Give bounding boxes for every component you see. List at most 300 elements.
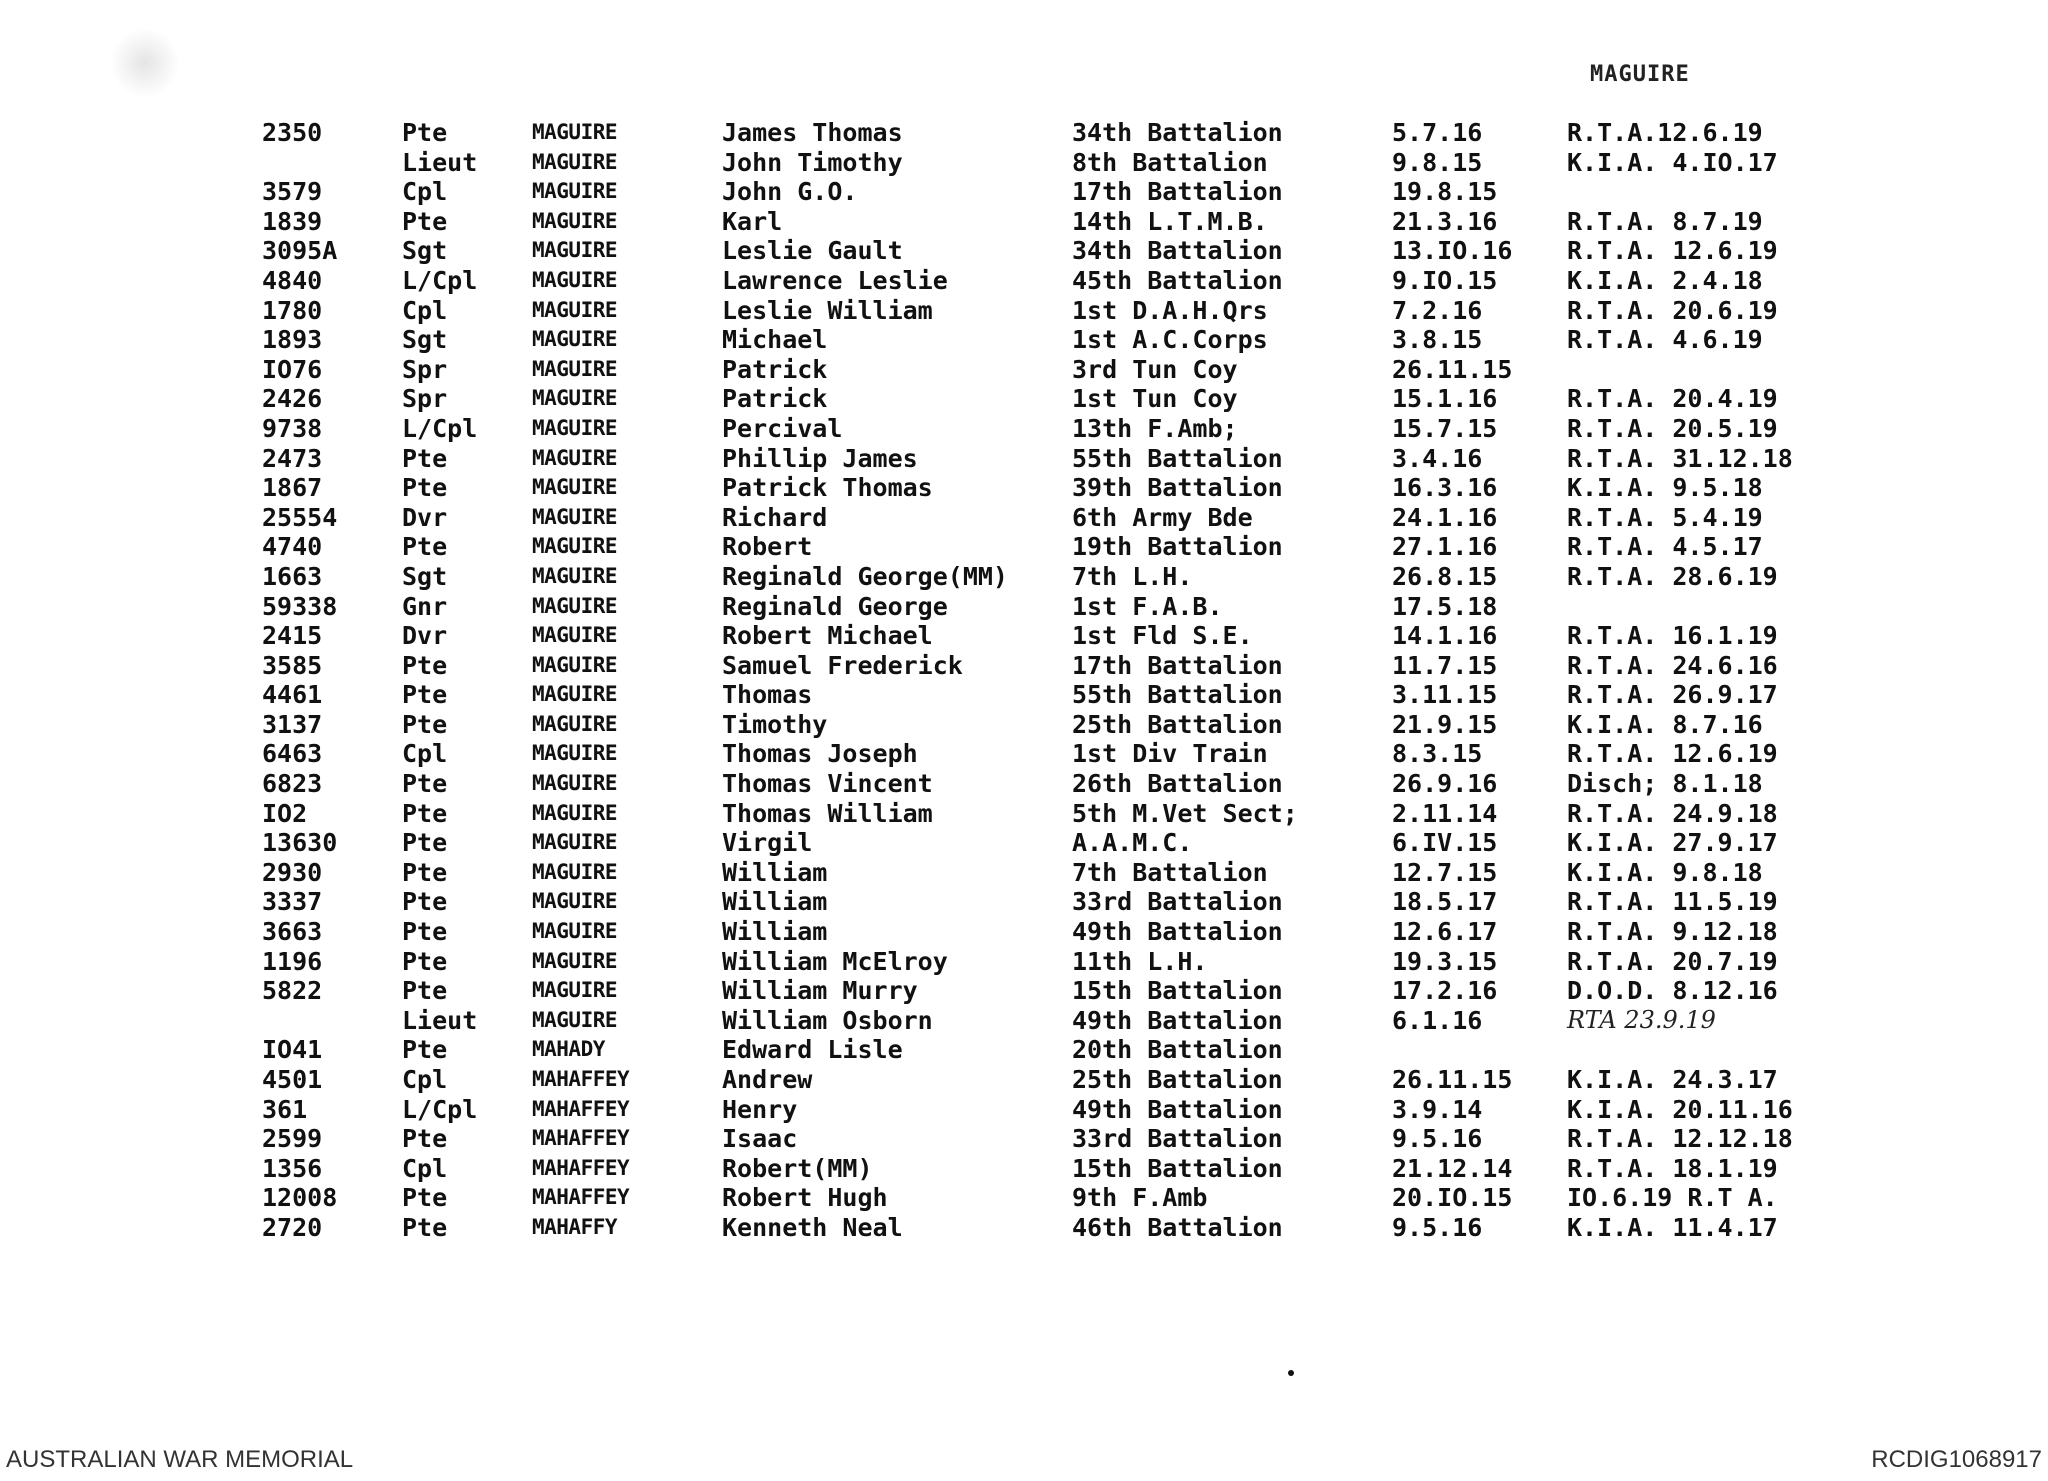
rank: Pte: [402, 1035, 448, 1065]
surname: MAGUIRE: [532, 327, 618, 352]
service-number: 3663: [262, 917, 323, 947]
rank: Pte: [402, 473, 448, 503]
enlistment-date: 2.11.14: [1392, 798, 1498, 828]
fate: K.I.A. 2.4.18: [1567, 265, 1763, 295]
unit: 13th F.Amb;: [1072, 413, 1238, 443]
given-names: Robert(MM): [722, 1153, 873, 1183]
fate: R.T.A. 16.1.19: [1567, 621, 1778, 651]
given-names: Timothy: [722, 709, 828, 739]
paper-smudge: [110, 28, 180, 98]
unit: 33rd Battalion: [1072, 1124, 1283, 1154]
given-names: Virgil: [722, 828, 813, 858]
rank: Dvr: [402, 502, 448, 532]
roll-row: [262, 769, 1882, 799]
given-names: Patrick: [722, 354, 828, 384]
unit: 1st F.A.B.: [1072, 591, 1223, 621]
given-names: Karl: [722, 206, 783, 236]
surname: MAHAFFEY: [532, 1155, 630, 1180]
fate: R.T.A. 24.9.18: [1567, 798, 1778, 828]
given-names: John Timothy: [722, 147, 903, 177]
unit: 6th Army Bde: [1072, 502, 1253, 532]
fate: R.T.A. 12.6.19: [1567, 236, 1778, 266]
service-number: 25554: [262, 502, 338, 532]
rank: Pte: [402, 532, 448, 562]
rank: Pte: [402, 946, 448, 976]
rank: Pte: [402, 828, 448, 858]
enlistment-date: 21.9.15: [1392, 709, 1498, 739]
roll-row: [262, 947, 1882, 977]
enlistment-date: 3.11.15: [1392, 680, 1498, 710]
fate: R.T.A. 4.5.17: [1567, 532, 1763, 562]
fate: R.T.A. 31.12.18: [1567, 443, 1793, 473]
rank: Cpl: [402, 739, 448, 769]
fate: K.I.A. 11.4.17: [1567, 1212, 1778, 1242]
enlistment-date: 15.1.16: [1392, 384, 1498, 414]
service-number: 3579: [262, 177, 323, 207]
ink-speck: [1288, 1370, 1294, 1376]
enlistment-date: 19.8.15: [1392, 177, 1498, 207]
surname: MAGUIRE: [532, 919, 618, 944]
unit: 17th Battalion: [1072, 177, 1283, 207]
service-number: 4840: [262, 265, 323, 295]
roll-row: [262, 355, 1882, 385]
service-number: 5822: [262, 976, 323, 1006]
fate: R.T.A. 20.4.19: [1567, 384, 1778, 414]
rank: Gnr: [402, 591, 448, 621]
rank: Pte: [402, 1212, 448, 1242]
surname: MAGUIRE: [532, 504, 618, 529]
surname: MAGUIRE: [532, 741, 618, 766]
given-names: William: [722, 917, 828, 947]
unit: 1st Fld S.E.: [1072, 621, 1253, 651]
enlistment-date: 14.1.16: [1392, 621, 1498, 651]
service-number: 361: [262, 1094, 308, 1124]
rank: Pte: [402, 976, 448, 1006]
service-number: 4501: [262, 1065, 323, 1094]
unit: 19th Battalion: [1072, 532, 1283, 562]
surname: MAGUIRE: [532, 682, 618, 707]
surname: MAGUIRE: [532, 889, 618, 914]
enlistment-date: 3.8.15: [1392, 325, 1483, 355]
fate: R.T.A. 9.12.18: [1567, 917, 1778, 947]
enlistment-date: 6.1.16: [1392, 1005, 1483, 1035]
roll-row: [262, 621, 1882, 651]
unit: 17th Battalion: [1072, 650, 1283, 680]
given-names: Percival: [722, 413, 843, 443]
surname: MAGUIRE: [532, 593, 618, 618]
roll-row: [262, 592, 1882, 622]
enlistment-date: 5.7.16: [1392, 118, 1483, 147]
given-names: Andrew: [722, 1065, 813, 1094]
surname: MAGUIRE: [532, 386, 618, 411]
surname: MAHADY: [532, 1037, 605, 1062]
unit: 55th Battalion: [1072, 443, 1283, 473]
service-number: 4740: [262, 532, 323, 562]
unit: 25th Battalion: [1072, 1065, 1283, 1094]
fate: R.T.A. 8.7.19: [1567, 206, 1763, 236]
unit: 34th Battalion: [1072, 236, 1283, 266]
service-number: 13630: [262, 828, 338, 858]
enlistment-date: 20.IO.15: [1392, 1183, 1513, 1213]
service-number: IO76: [262, 354, 323, 384]
roll-row: [262, 444, 1882, 474]
rank: Pte: [402, 118, 448, 147]
footer-record-id: RCDIG1068917: [1871, 1446, 2042, 1473]
service-number: IO41: [262, 1035, 323, 1065]
fate: R.T.A.12.6.19: [1567, 118, 1763, 147]
given-names: William McElroy: [722, 946, 948, 976]
given-names: William: [722, 857, 828, 887]
given-names: Thomas William: [722, 798, 933, 828]
enlistment-date: 17.2.16: [1392, 976, 1498, 1006]
roll-row: [262, 532, 1882, 562]
roll-row: [262, 976, 1882, 1006]
fate: IO.6.19 R.T A.: [1567, 1183, 1778, 1213]
given-names: Edward Lisle: [722, 1035, 903, 1065]
fate: K.I.A. 4.IO.17: [1567, 147, 1778, 177]
fate: K.I.A. 9.8.18: [1567, 857, 1763, 887]
unit: 45th Battalion: [1072, 265, 1283, 295]
rank: Sgt: [402, 325, 448, 355]
given-names: Kenneth Neal: [722, 1212, 903, 1242]
service-number: IO2: [262, 798, 308, 828]
service-number: 1663: [262, 561, 323, 591]
rank: Pte: [402, 709, 448, 739]
given-names: Reginald George: [722, 591, 948, 621]
surname: MAGUIRE: [532, 563, 618, 588]
service-number: 6823: [262, 769, 323, 799]
service-number: 59338: [262, 591, 338, 621]
unit: 14th L.T.M.B.: [1072, 206, 1268, 236]
rank: Pte: [402, 857, 448, 887]
enlistment-date: 8.3.15: [1392, 739, 1483, 769]
fate: R.T.A. 18.1.19: [1567, 1153, 1778, 1183]
roll-row: [262, 473, 1882, 503]
fate: R.T.A. 11.5.19: [1567, 887, 1778, 917]
unit: 15th Battalion: [1072, 1153, 1283, 1183]
enlistment-date: 6.IV.15: [1392, 828, 1498, 858]
surname: MAGUIRE: [532, 830, 618, 855]
given-names: Thomas: [722, 680, 813, 710]
roll-row: [262, 1154, 1882, 1184]
unit: 7th L.H.: [1072, 561, 1193, 591]
fate: R.T.A. 20.7.19: [1567, 946, 1778, 976]
enlistment-date: 21.3.16: [1392, 206, 1498, 236]
fate: R.T.A. 12.12.18: [1567, 1124, 1793, 1154]
surname: MAGUIRE: [532, 771, 618, 796]
service-number: 3337: [262, 887, 323, 917]
enlistment-date: 9.5.16: [1392, 1124, 1483, 1154]
unit: 55th Battalion: [1072, 680, 1283, 710]
surname: MAGUIRE: [532, 208, 618, 233]
fate: R.T.A. 26.9.17: [1567, 680, 1778, 710]
fate: RTA 23.9.19: [1567, 1005, 1716, 1034]
roll-row: [262, 325, 1882, 355]
rank: Pte: [402, 798, 448, 828]
surname: MAGUIRE: [532, 179, 618, 204]
surname: MAGUIRE: [532, 149, 618, 174]
enlistment-date: 26.8.15: [1392, 561, 1498, 591]
surname: MAGUIRE: [532, 623, 618, 648]
unit: 15th Battalion: [1072, 976, 1283, 1006]
service-number: 2599: [262, 1124, 323, 1154]
fate: R.T.A. 24.6.16: [1567, 650, 1778, 680]
roll-row: [262, 236, 1882, 266]
surname: MAGUIRE: [532, 475, 618, 500]
given-names: Henry: [722, 1094, 798, 1124]
enlistment-date: 16.3.16: [1392, 473, 1498, 503]
roll-row: [262, 207, 1882, 237]
unit: 26th Battalion: [1072, 769, 1283, 799]
fate: R.T.A. 4.6.19: [1567, 325, 1763, 355]
rank: Cpl: [402, 1153, 448, 1183]
service-number: 1780: [262, 295, 323, 325]
given-names: Leslie Gault: [722, 236, 903, 266]
rank: Lieut: [402, 147, 478, 177]
given-names: Phillip James: [722, 443, 918, 473]
rank: Sgt: [402, 236, 448, 266]
unit: 7th Battalion: [1072, 857, 1268, 887]
surname: MAGUIRE: [532, 415, 618, 440]
given-names: Patrick: [722, 384, 828, 414]
enlistment-date: 26.9.16: [1392, 769, 1498, 799]
unit: 5th M.Vet Sect;: [1072, 798, 1298, 828]
surname: MAHAFFEY: [532, 1096, 630, 1121]
roll-row: [262, 414, 1882, 444]
service-number: 3137: [262, 709, 323, 739]
enlistment-date: 9.8.15: [1392, 147, 1483, 177]
enlistment-date: 19.3.15: [1392, 946, 1498, 976]
surname: MAGUIRE: [532, 238, 618, 263]
enlistment-date: 15.7.15: [1392, 413, 1498, 443]
roll-row: [262, 1065, 1882, 1095]
roll-row: [262, 917, 1882, 947]
roll-row: [262, 296, 1882, 326]
service-number: 3585: [262, 650, 323, 680]
given-names: Thomas Vincent: [722, 769, 933, 799]
rank: Spr: [402, 384, 448, 414]
unit: 9th F.Amb: [1072, 1183, 1208, 1213]
enlistment-date: 13.IO.16: [1392, 236, 1513, 266]
surname: MAGUIRE: [532, 859, 618, 884]
enlistment-date: 12.6.17: [1392, 917, 1498, 947]
unit: 33rd Battalion: [1072, 887, 1283, 917]
enlistment-date: 26.11.15: [1392, 354, 1513, 384]
given-names: Robert Hugh: [722, 1183, 888, 1213]
rank: Cpl: [402, 295, 448, 325]
surname: MAGUIRE: [532, 711, 618, 736]
roll-row: [262, 887, 1882, 917]
enlistment-date: 17.5.18: [1392, 591, 1498, 621]
unit: 8th Battalion: [1072, 147, 1268, 177]
fate: K.I.A. 8.7.16: [1567, 709, 1763, 739]
enlistment-date: 9.5.16: [1392, 1212, 1483, 1242]
service-number: 2426: [262, 384, 323, 414]
unit: 34th Battalion: [1072, 118, 1283, 147]
roll-row: [262, 799, 1882, 829]
roll-row: [262, 828, 1882, 858]
service-number: 2720: [262, 1212, 323, 1242]
rank: Spr: [402, 354, 448, 384]
unit: 49th Battalion: [1072, 1005, 1283, 1035]
fate: R.T.A. 20.6.19: [1567, 295, 1778, 325]
fate: K.I.A. 27.9.17: [1567, 828, 1778, 858]
footer-institution: AUSTRALIAN WAR MEMORIAL: [6, 1446, 354, 1473]
fate: R.T.A. 28.6.19: [1567, 561, 1778, 591]
unit: 3rd Tun Coy: [1072, 354, 1238, 384]
given-names: Michael: [722, 325, 828, 355]
surname: MAHAFFY: [532, 1214, 618, 1239]
surname: MAGUIRE: [532, 652, 618, 677]
unit: 46th Battalion: [1072, 1212, 1283, 1242]
surname: MAHAFFEY: [532, 1185, 630, 1210]
given-names: John G.O.: [722, 177, 858, 207]
surname: MAGUIRE: [532, 800, 618, 825]
enlistment-date: 18.5.17: [1392, 887, 1498, 917]
given-names: Thomas Joseph: [722, 739, 918, 769]
rank: Pte: [402, 680, 448, 710]
given-names: William Murry: [722, 976, 918, 1006]
unit: 49th Battalion: [1072, 1094, 1283, 1124]
service-number: 1867: [262, 473, 323, 503]
fate: R.T.A. 5.4.19: [1567, 502, 1763, 532]
surname: MAGUIRE: [532, 948, 618, 973]
unit: 49th Battalion: [1072, 917, 1283, 947]
surname: MAGUIRE: [532, 978, 618, 1003]
roll-row: [262, 1006, 1882, 1036]
given-names: Leslie William: [722, 295, 933, 325]
surname: MAHAFFEY: [532, 1067, 630, 1091]
given-names: Samuel Frederick: [722, 650, 963, 680]
service-number: 2930: [262, 857, 323, 887]
roll-row: [262, 651, 1882, 681]
roll-row: [262, 1095, 1882, 1125]
rank: Pte: [402, 443, 448, 473]
service-number: 1893: [262, 325, 323, 355]
roll-row: [262, 503, 1882, 533]
service-number: 3095A: [262, 236, 338, 266]
fate: K.I.A. 9.5.18: [1567, 473, 1763, 503]
unit: 1st D.A.H.Qrs: [1072, 295, 1268, 325]
enlistment-date: 3.4.16: [1392, 443, 1483, 473]
unit: 25th Battalion: [1072, 709, 1283, 739]
enlistment-date: 9.IO.15: [1392, 265, 1498, 295]
service-number: 2415: [262, 621, 323, 651]
surname: MAGUIRE: [532, 120, 618, 144]
roll-row: [262, 710, 1882, 740]
rank: Pte: [402, 769, 448, 799]
enlistment-date: 12.7.15: [1392, 857, 1498, 887]
rank: Dvr: [402, 621, 448, 651]
fate: K.I.A. 24.3.17: [1567, 1065, 1778, 1094]
surname: MAHAFFEY: [532, 1126, 630, 1151]
unit: 1st A.C.Corps: [1072, 325, 1268, 355]
roll-row: [262, 148, 1882, 178]
fate: R.T.A. 12.6.19: [1567, 739, 1778, 769]
given-names: Lawrence Leslie: [722, 265, 948, 295]
unit: 39th Battalion: [1072, 473, 1283, 503]
service-number: 1196: [262, 946, 323, 976]
surname: MAGUIRE: [532, 534, 618, 559]
roll-row: [262, 858, 1882, 888]
surname: MAGUIRE: [532, 267, 618, 292]
given-names: Robert: [722, 532, 813, 562]
rank: Pte: [402, 206, 448, 236]
rank: Pte: [402, 887, 448, 917]
roll-row: [262, 384, 1882, 414]
fate: K.I.A. 20.11.16: [1567, 1094, 1793, 1124]
service-number: 9738: [262, 413, 323, 443]
service-number: 1839: [262, 206, 323, 236]
rank: Cpl: [402, 177, 448, 207]
unit: 20th Battalion: [1072, 1035, 1283, 1065]
enlistment-date: 21.12.14: [1392, 1153, 1513, 1183]
service-number: 6463: [262, 739, 323, 769]
rank: L/Cpl: [402, 413, 478, 443]
given-names: Reginald George(MM): [722, 561, 1008, 591]
service-number: 1356: [262, 1153, 323, 1183]
surname: MAGUIRE: [532, 1007, 618, 1032]
surname: MAGUIRE: [532, 356, 618, 381]
rank: L/Cpl: [402, 1094, 478, 1124]
fate: D.O.D. 8.12.16: [1567, 976, 1778, 1006]
given-names: William Osborn: [722, 1005, 933, 1035]
enlistment-date: 11.7.15: [1392, 650, 1498, 680]
given-names: Richard: [722, 502, 828, 532]
enlistment-date: 26.11.15: [1392, 1065, 1513, 1094]
surname: MAGUIRE: [532, 445, 618, 470]
rank: Pte: [402, 1124, 448, 1154]
service-number: 12008: [262, 1183, 338, 1213]
enlistment-date: 3.9.14: [1392, 1094, 1483, 1124]
given-names: William: [722, 887, 828, 917]
unit: 11th L.H.: [1072, 946, 1208, 976]
roll-row: [262, 1124, 1882, 1154]
service-number: 2473: [262, 443, 323, 473]
rank: Pte: [402, 917, 448, 947]
rank: L/Cpl: [402, 265, 478, 295]
given-names: Robert Michael: [722, 621, 933, 651]
rank: Sgt: [402, 561, 448, 591]
unit: 1st Tun Coy: [1072, 384, 1238, 414]
roll-row: [262, 739, 1882, 769]
enlistment-date: 7.2.16: [1392, 295, 1483, 325]
page-header-surname: MAGUIRE: [1590, 62, 1690, 87]
roll-row: [262, 118, 1882, 148]
given-names: James Thomas: [722, 118, 903, 147]
enlistment-date: 24.1.16: [1392, 502, 1498, 532]
rank: Pte: [402, 1183, 448, 1213]
roll-row: [262, 1213, 1882, 1243]
given-names: Isaac: [722, 1124, 798, 1154]
roll-row: [262, 177, 1882, 207]
rank: Cpl: [402, 1065, 448, 1094]
roll-row: [262, 562, 1882, 592]
service-number: 2350: [262, 118, 323, 147]
fate: Disch; 8.1.18: [1567, 769, 1763, 799]
unit: 1st Div Train: [1072, 739, 1268, 769]
roll-row: [262, 1183, 1882, 1213]
rank: Pte: [402, 650, 448, 680]
roll-row: [262, 680, 1882, 710]
nominal-roll-list: [262, 118, 1882, 1243]
rank: Lieut: [402, 1005, 478, 1035]
given-names: Patrick Thomas: [722, 473, 933, 503]
unit: A.A.M.C.: [1072, 828, 1193, 858]
roll-row: [262, 266, 1882, 296]
enlistment-date: 27.1.16: [1392, 532, 1498, 562]
fate: R.T.A. 20.5.19: [1567, 413, 1778, 443]
